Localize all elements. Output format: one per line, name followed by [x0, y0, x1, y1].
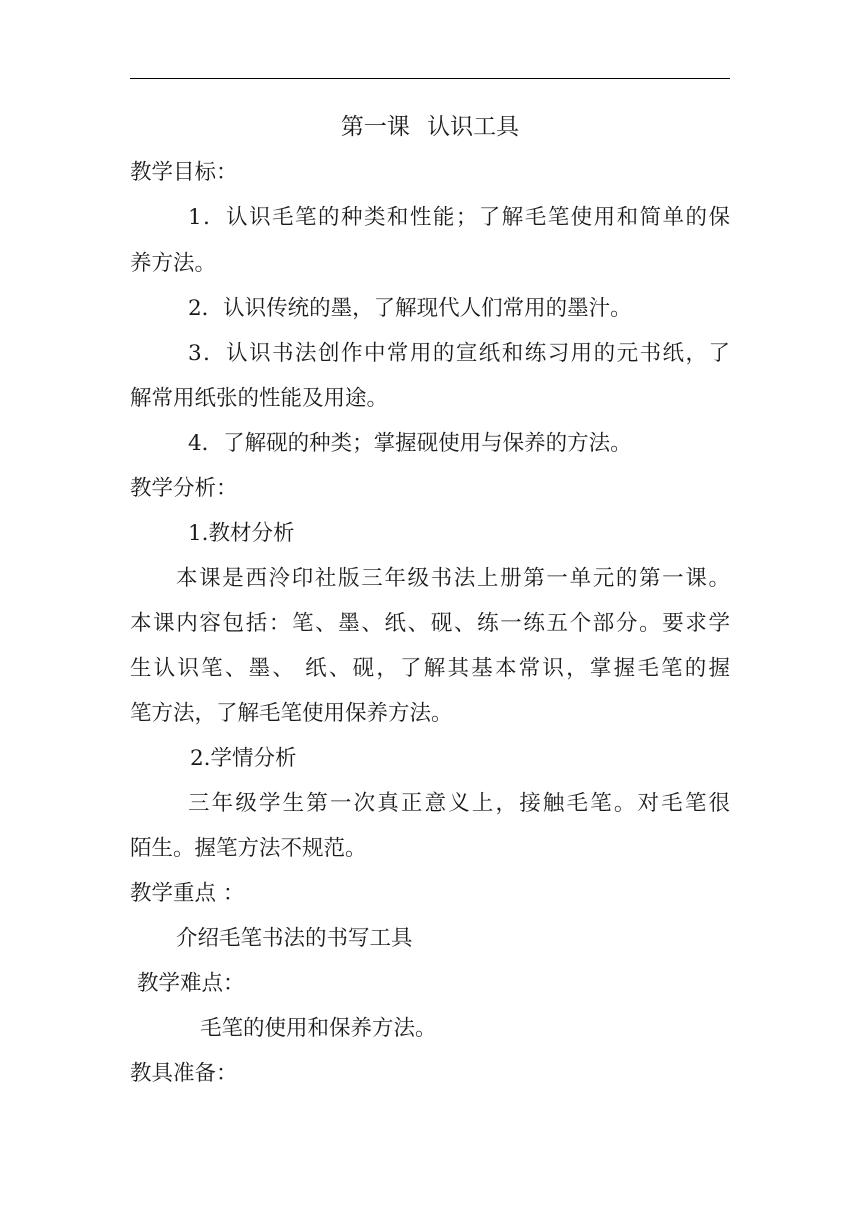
materials-heading: 教具准备：	[130, 1061, 238, 1086]
goal-3-line-1: 3．认识书法创作中常用的宣纸和练习用的元书纸，了	[188, 341, 730, 366]
analysis-1-line-4: 笔方法，了解毛笔使用保养方法。	[130, 701, 453, 726]
analysis-1-line-2: 本课内容包括：笔、墨、纸、砚、练一练五个部分。要求学	[130, 611, 730, 636]
goal-1-line-1: 1．认识毛笔的种类和性能；了解毛笔使用和简单的保	[188, 205, 730, 230]
analysis-1-line-1: 本课是西泠印社版三年级书法上册第一单元的第一课。	[176, 566, 730, 591]
difficulty-content: 毛笔的使用和保养方法。	[200, 1016, 437, 1041]
analysis-2-line-2: 陌生。握笔方法不规范。	[130, 836, 367, 861]
analysis-2-heading: 2.学情分析	[190, 746, 297, 771]
analysis-heading: 教学分析：	[130, 476, 238, 501]
lesson-title: 第一课 认识工具	[340, 114, 520, 140]
goal-1-line-2: 养方法。	[130, 251, 217, 276]
key-points-heading: 教学重点 ：	[130, 881, 245, 906]
analysis-2-line-1: 三年级学生第一次真正意义上，接触毛笔。对毛笔很	[188, 791, 730, 816]
goal-2: 2．认识传统的墨，了解现代人们常用的墨汁。	[188, 296, 632, 321]
analysis-1-line-3: 生认识笔、墨、 纸、砚，了解其基本常识，掌握毛笔的握	[130, 656, 730, 681]
goal-3-line-2: 解常用纸张的性能及用途。	[130, 386, 389, 411]
header-rule	[130, 78, 730, 79]
difficulty-heading: 教学难点：	[137, 971, 245, 996]
key-points-content: 介绍毛笔书法的书写工具	[176, 926, 413, 951]
goals-heading: 教学目标：	[130, 160, 238, 185]
analysis-1-heading: 1.教材分析	[188, 521, 295, 546]
goal-4: 4．了解砚的种类；掌握砚使用与保养的方法。	[188, 431, 632, 456]
